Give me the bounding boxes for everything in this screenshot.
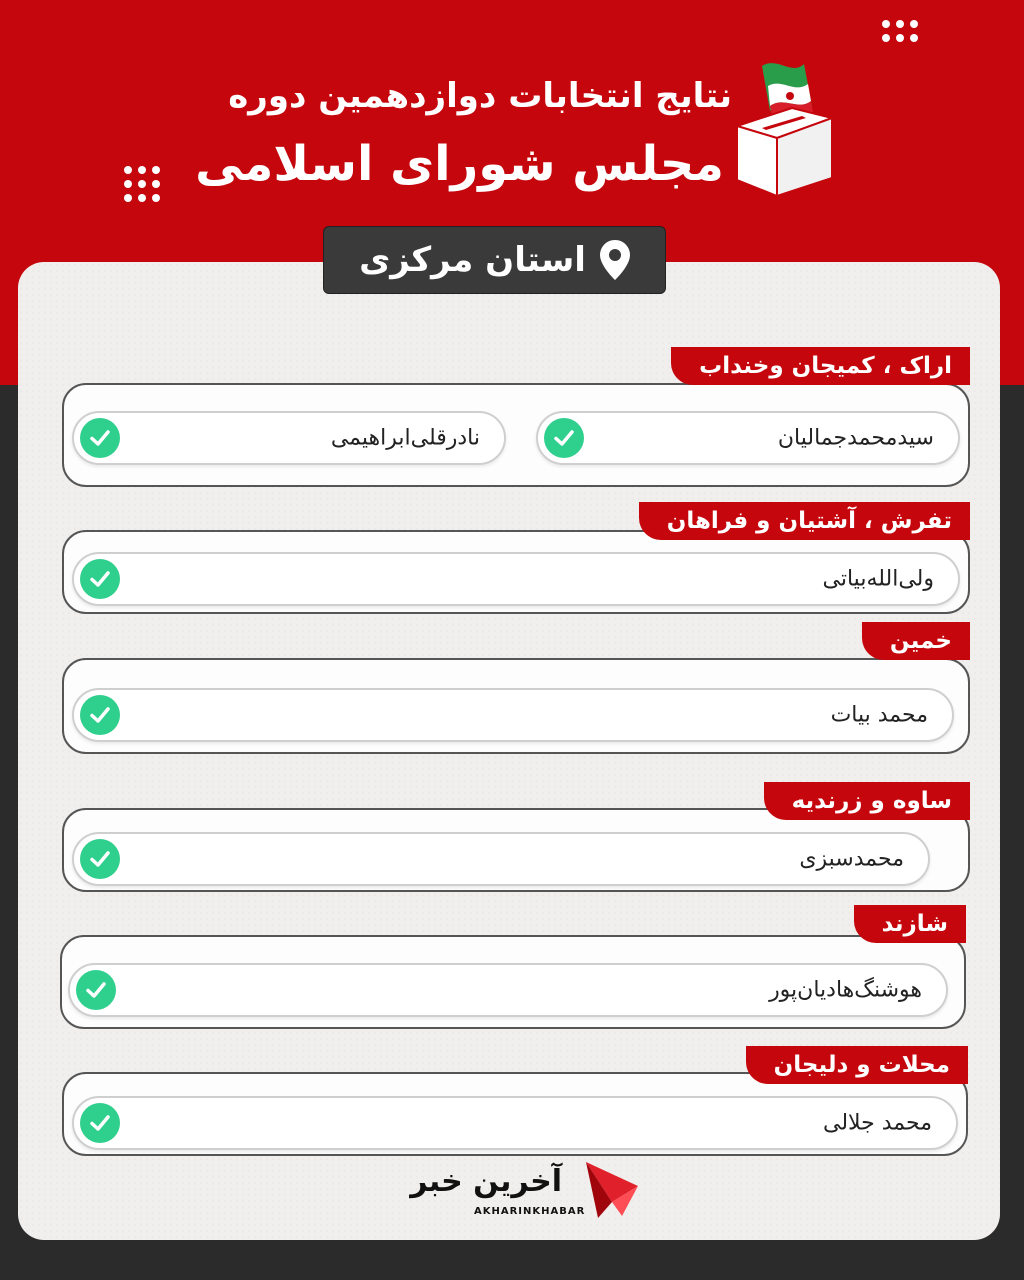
winner-name: ولی‌الله‌بیاتی	[822, 566, 934, 592]
district-section	[62, 1046, 968, 1156]
decorative-dots	[124, 166, 160, 202]
district-tab: تفرش ، آشتیان و فراهان	[639, 502, 970, 540]
district-box	[62, 383, 970, 487]
ballot-box-icon	[732, 56, 837, 196]
winner-name: هوشنگ‌هادیان‌پور	[769, 977, 922, 1003]
district-section	[62, 782, 970, 892]
check-icon	[80, 559, 120, 599]
winner-pill	[536, 411, 960, 465]
district-tab: محلات و دلیجان	[746, 1046, 968, 1084]
winner-pill	[72, 688, 954, 742]
check-icon	[76, 970, 116, 1010]
winner-pill	[72, 1096, 958, 1150]
district-box	[60, 935, 966, 1029]
district-box	[62, 658, 970, 754]
winner-name: محمدسبزی	[799, 846, 904, 872]
district-section	[62, 622, 970, 754]
check-icon	[544, 418, 584, 458]
winner-name: محمد بیات	[830, 702, 928, 728]
logo-latin-text: AKHARINKHABAR	[474, 1206, 586, 1217]
province-name: استان مرکزی	[359, 240, 586, 280]
district-tab: ساوه و زرندیه	[764, 782, 970, 820]
title-line-1: نتایج انتخابات دوازدهمین دوره	[228, 76, 732, 116]
winner-name: محمد جلالی	[822, 1110, 932, 1136]
winner-name: سیدمحمدجمالیان	[777, 425, 934, 451]
pin-icon	[600, 240, 630, 280]
brand-logo	[410, 1158, 640, 1224]
winner-pill	[68, 963, 948, 1017]
logo-play-icon	[582, 1158, 640, 1220]
district-box	[62, 808, 970, 892]
winner-pill	[72, 832, 930, 886]
title-line-2: مجلس شورای اسلامی	[195, 136, 724, 192]
district-section	[62, 347, 970, 487]
check-icon	[80, 695, 120, 735]
district-tab: خمین	[862, 622, 970, 660]
district-section	[60, 905, 966, 1029]
check-icon	[80, 1103, 120, 1143]
district-box	[62, 1072, 968, 1156]
district-box	[62, 530, 970, 614]
winner-name: نادرقلی‌ابراهیمی	[330, 425, 480, 451]
district-tab: اراک ، کمیجان وخنداب	[671, 347, 970, 385]
check-icon	[80, 839, 120, 879]
district-section	[62, 502, 970, 614]
logo-text: آخرین خبر	[410, 1164, 562, 1199]
decorative-dots	[882, 20, 918, 42]
district-tab: شازند	[854, 905, 966, 943]
province-label	[323, 226, 666, 294]
check-icon	[80, 418, 120, 458]
winner-pill	[72, 411, 506, 465]
winner-pill	[72, 552, 960, 606]
